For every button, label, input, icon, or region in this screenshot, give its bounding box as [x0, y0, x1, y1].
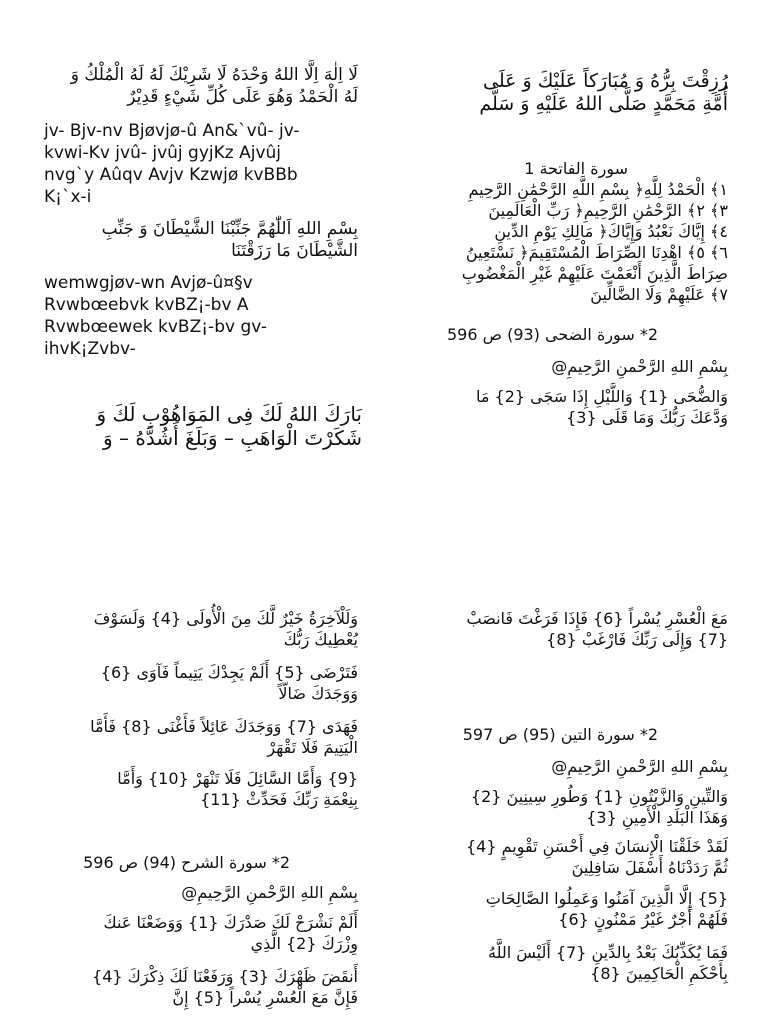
- surah-duha-text: وَالضُّحَى {1} وَاللَّيْلِ إِذَا سَجَى {2} مَا وَدَّعَكَ رَبُّكَ وَمَا قَلَى {3}: [475, 387, 728, 427]
- dua-jannibna: بِسْمِ اللهِ اَللّٰهُمَّ جَنِّبْنَا الشَّيْطَانَ وَ جَنِّبِ الشَّيْطَانَ مَا رَزَقْتَنَا: [101, 219, 358, 261]
- surah-tin-text-2: لَقَدْ خَلَقْنَا الْإِنسَانَ فِي أَحْسَنِ تَقْوِيمٍ {4} ثُمَّ رَدَدْنَاهُ أَسْفَلَ سَافِلِينَ: [465, 837, 728, 877]
- surah-tin-text-4: فَمَا يُكَذِّبُكَ بَعْدُ بِالدِّينِ {7} أَلَيْسَ اللَّهُ بِأَحْكَمِ الْحَاكِمِينَ {8}: [487, 943, 728, 983]
- bangla-transliteration-2: wemwgjøv-wn Avjø-û¤§v Rvwbœebvk kvBZ¡-bv A Rvwbœewek kvBZ¡-bv gv- ihvK¡Zvbv-: [44, 273, 267, 359]
- surah-duha-basmala: بِسْمِ اللهِ الرَّحْمنِ الرَّحِيمِ@: [551, 357, 728, 376]
- surah-sharh-text-2: أَنقَضَ ظَهْرَكَ {3} وَرَفَعْنَا لَكَ ذِكْرَكَ {4} فَإِنَّ مَعَ الْعُسْرِ يُسْراً {5} إِنَّ: [92, 967, 358, 1007]
- surah-duha-header: 2* سورة الضحى (93) ص 596: [447, 325, 658, 344]
- surah-duha-continued-4: {9} وَأَمَّا السَّائِلَ فَلَا تَنْهَرْ {10} وَأَمَّا بِنِعْمَةِ رَبِّكَ فَحَدِّثْ {11}: [117, 769, 358, 809]
- dua-rizq: رُزِقْتَ بِرُّهُ وَ مُبَارَكاً عَلَيْكَ وَ عَلَى أُمَّةِ مَحَمَّدٍ صَلَّى اللهُ عَلَيْهِ وَ سَلَّم: [479, 70, 728, 115]
- surah-fatiha-text: ١﴾ الْحَمْدُ لِلَّهِ﴿ بِسْمِ اللَّهِ الرَّحْمَٰنِ الرَّحِيمِ ٣﴾ ٢﴾ الرَّحْمَٰنِ الرَّحِيمِ﴿ رَبِّ الْعَالَمِينَ ٤﴾ إِيَّاكَ نَعْبُدُ وَإِيَّاكَ﴿ مَالِكِ يَوْمِ الدِّينِ ٦﴾ ٥﴾ اهْدِنَا الصِّرَاطَ الْمُسْتَقِيمَ﴿ نَسْتَعِينُ صِرَاطَ الَّذِينَ أَنْعَمْتَ عَلَيْهِمْ غَيْرِ الْمَغْضُوبِ ٧﴾ عَلَيْهِمْ وَلَا الضَّالِّينَ: [461, 180, 728, 304]
- surah-duha-continued-2: فَتَرْضَى {5} أَلَمْ يَجِدْكَ يَتِيماً فَآوَى {6} وَوَجَدَكَ ضَالّاً: [100, 663, 358, 703]
- surah-fatiha-title: سورة الفاتحة 1: [524, 159, 628, 178]
- surah-tin-text-1: وَالتِّينِ وَالزَّيْتُونِ {1} وَطُورِ سِينِينَ {2} وَهَذَا الْبَلَدِ الْأَمِينِ {3}: [470, 787, 728, 827]
- surah-tin-header: 2* سورة التين (95) ص 597: [462, 725, 658, 744]
- surah-duha-continued-3: فَهَدَى {7} وَوَجَدَكَ عَائِلاً فَأَغْنَى {8} فَأَمَّا الْيَتِيمَ فَلَا تَقْهَرْ: [90, 717, 358, 757]
- dua-baraka: بَارَكَ اللهُ لَكَ فِى المَوَاهُوْبِ لَكَ وَ شَكَرْتَ الْوَاهَبِ – وَبَلَغَ أَشُدَّهُ – وَ: [96, 402, 362, 450]
- surah-duha-continued-1: وَلَلْآخِرَةُ خَيْرٌ لَّكَ مِنَ الْأُولَى {4} وَلَسَوْفَ يُعْطِيكَ رَبُّكَ: [93, 609, 358, 649]
- surah-tin-text-3: {5} إِلَّا الَّذِينَ آمَنُوا وَعَمِلُوا الصَّالِحَاتِ فَلَهُمْ أَجْرٌ غَيْرُ مَمْنُونٍ {6}: [485, 889, 728, 929]
- dua-tahlil: لَا اِلٰهَ اِلَّا اللهُ وَحْدَهُ لَا شَرِيْكَ لَهُ لَهُ الْمُلْكُ وَ لَهُ الْحَمْدُ وَهُوَ عَلَى كُلِّ شَيْءٍ قَدِيْرٌ: [70, 65, 358, 107]
- surah-sharh-text-1: أَلَمْ نَشْرَحْ لَكَ صَدْرَكَ {1} وَوَضَعْنَا عَنكَ وِزْرَكَ {2} الَّذِي: [103, 913, 358, 953]
- bangla-transliteration-1: jv- Bjv-nv Bjøvjø-û An&`vû- jv- kvwi-Kv jvû- jvûj gyjKz Ajvûj nvg`y Aûqv Avjv Kzwjø kvBBb K¡`x-i: [44, 121, 300, 207]
- surah-sharh-end: مَعَ الْعُسْرِ يُسْراً {6} فَإِذَا فَرَغْتَ فَانصَبْ {7} وَإِلَى رَبِّكَ فَارْغَبْ {8}: [466, 609, 728, 649]
- surah-tin-basmala: بِسْمِ اللهِ الرَّحْمنِ الرَّحِيمِ@: [551, 757, 728, 776]
- surah-sharh-header: 2* سورة الشرح (94) ص 596: [83, 853, 290, 872]
- surah-sharh-basmala: بِسْمِ اللهِ الرَّحْمنِ الرَّحِيمِ@: [181, 883, 358, 902]
